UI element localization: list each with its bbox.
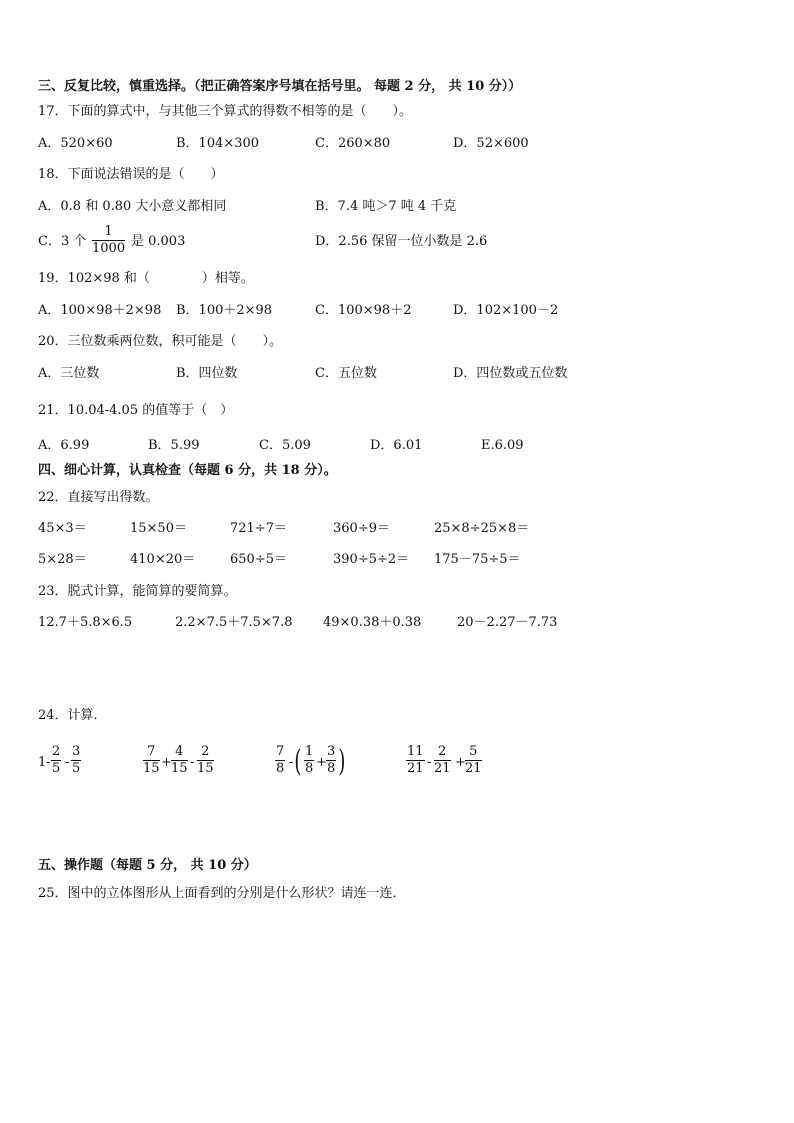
q23-item: 49×0.38＋0.38 bbox=[323, 615, 422, 630]
q17-option-a: A．520×60 bbox=[38, 136, 113, 151]
question-22-stem: 22．直接写出得数。 bbox=[38, 490, 159, 505]
fraction-numerator: 1 bbox=[305, 744, 314, 759]
section-4-heading: 四、细心计算，认真检查（每题 6 分，共 18 分）。 bbox=[38, 463, 337, 478]
fraction-numerator: 2 bbox=[197, 745, 214, 761]
q24-e1-lead: 1 bbox=[38, 755, 47, 770]
fraction-denominator: 8 bbox=[327, 761, 336, 776]
q24-e2-op2: - bbox=[190, 755, 195, 770]
q20-option-d: D．四位数或五位数 bbox=[453, 366, 568, 381]
fraction-numerator: 3 bbox=[327, 744, 336, 759]
q20-option-c: C．五位数 bbox=[315, 366, 377, 381]
q17-option-d: D．52×600 bbox=[453, 136, 529, 151]
q24-e1-fraction-1 bbox=[51, 745, 61, 776]
q22-item: 175－75÷5＝ bbox=[434, 552, 521, 567]
fraction-denominator: 5 bbox=[52, 761, 61, 776]
fraction-numerator: 2 bbox=[434, 745, 451, 761]
q24-e3-right-paren: ) bbox=[338, 744, 346, 779]
q21-option-e: E.6.09 bbox=[481, 438, 524, 453]
question-23-stem: 23．脱式计算，能简算的要简算。 bbox=[38, 584, 237, 599]
q22-item: 410×20＝ bbox=[130, 552, 196, 567]
question-19-stem: 19．102×98 和（ ）相等。 bbox=[38, 271, 254, 286]
q24-e3-left-paren: ( bbox=[294, 744, 302, 779]
q24-e1-op2: - bbox=[65, 755, 70, 770]
q18-option-b: B．7.4 吨＞7 吨 4 千克 bbox=[315, 199, 457, 214]
q18-option-a: A．0.8 和 0.80 大小意义都相同 bbox=[38, 199, 227, 214]
q22-item: 45×3＝ bbox=[38, 521, 87, 536]
q22-item: 25×8÷25×8＝ bbox=[434, 521, 530, 536]
q17-option-c: C．260×80 bbox=[315, 136, 391, 151]
q20-option-a: A．三位数 bbox=[38, 366, 100, 381]
q21-option-c: C．5.09 bbox=[259, 438, 311, 453]
q24-e2-fraction-3 bbox=[197, 745, 214, 776]
question-25-stem: 25．图中的立体图形从上面看到的分别是什么形状？请连一连． bbox=[38, 886, 406, 901]
q24-e3-op1: - bbox=[289, 755, 294, 770]
q22-item: 360÷9＝ bbox=[333, 521, 390, 536]
question-20-stem: 20．三位数乘两位数，积可能是（ ）。 bbox=[38, 334, 283, 349]
q24-e2-op1: + bbox=[161, 755, 172, 770]
section-5-heading: 五、操作题（每题 5 分， 共 10 分） bbox=[38, 858, 257, 873]
fraction-denominator: 15 bbox=[171, 761, 188, 776]
q24-e3-op2: + bbox=[316, 755, 327, 770]
section-3-heading: 三、反复比较，慎重选择。（把正确答案序号填在括号里。 每题 2 分， 共 10 分）） bbox=[38, 79, 522, 94]
q22-item: 721÷7＝ bbox=[230, 521, 287, 536]
q19-option-d: D．102×100－2 bbox=[453, 303, 559, 318]
fraction-denominator: 21 bbox=[407, 761, 424, 776]
q24-e4-fraction-2 bbox=[434, 745, 451, 776]
fraction-denominator: 21 bbox=[434, 761, 451, 776]
q24-e4-fraction-3 bbox=[465, 745, 482, 776]
q18-option-d: D．2.56 保留一位小数是 2.6 bbox=[315, 234, 488, 249]
q19-option-c: C．100×98＋2 bbox=[315, 303, 412, 318]
q22-item: 390÷5÷2＝ bbox=[333, 552, 410, 567]
q24-e4-op1: - bbox=[427, 755, 432, 770]
fraction-numerator: 2 bbox=[52, 744, 61, 759]
q24-e3-fraction-1 bbox=[275, 745, 285, 776]
q24-e1-op1: - bbox=[46, 755, 51, 770]
q22-item: 15×50＝ bbox=[130, 521, 187, 536]
fraction-denominator: 21 bbox=[465, 761, 482, 776]
question-17-stem: 17．下面的算式中，与其他三个算式的得数不相等的是（ ）。 bbox=[38, 104, 413, 119]
fraction-numerator: 3 bbox=[72, 744, 81, 759]
fraction-numerator: 4 bbox=[171, 745, 188, 761]
q18-option-c-suffix: 是 0.003 bbox=[131, 234, 186, 249]
fraction-numerator: 7 bbox=[143, 745, 160, 761]
q23-item: 2.2×7.5＋7.5×7.8 bbox=[175, 615, 293, 630]
q24-e3-fraction-2 bbox=[304, 745, 314, 776]
q21-option-a: A．6.99 bbox=[38, 438, 90, 453]
q23-item: 20－2.27－7.73 bbox=[457, 615, 558, 630]
fraction-numerator: 11 bbox=[407, 744, 424, 759]
fraction-denominator: 8 bbox=[276, 761, 285, 776]
q21-option-b: B．5.99 bbox=[148, 438, 200, 453]
q20-option-b: B．四位数 bbox=[176, 366, 238, 381]
q21-option-d: D．6.01 bbox=[370, 438, 423, 453]
fraction-denominator: 15 bbox=[143, 761, 160, 776]
q17-option-b: B．104×300 bbox=[176, 136, 260, 151]
fraction-numerator: 7 bbox=[276, 744, 285, 759]
q23-item: 12.7＋5.8×6.5 bbox=[38, 615, 133, 630]
fraction-numerator: 1 bbox=[92, 225, 125, 241]
q22-item: 5×28＝ bbox=[38, 552, 87, 567]
fraction-denominator: 8 bbox=[305, 761, 314, 776]
q24-e3-fraction-3 bbox=[326, 745, 336, 776]
q24-e4-op2: + bbox=[455, 755, 466, 770]
q18-option-c-fraction bbox=[92, 225, 125, 256]
q19-option-a: A．100×98＋2×98 bbox=[38, 303, 162, 318]
fraction-denominator: 5 bbox=[72, 761, 81, 776]
fraction-denominator: 15 bbox=[197, 761, 214, 776]
q19-option-b: B．100＋2×98 bbox=[176, 303, 273, 318]
fraction-numerator: 5 bbox=[465, 745, 482, 761]
fraction-denominator: 1000 bbox=[92, 241, 126, 256]
question-18-stem: 18．下面说法错误的是（ ） bbox=[38, 167, 224, 182]
q24-e2-fraction-2 bbox=[171, 745, 188, 776]
question-21-stem: 21．10.04-4.05 的值等于（ ） bbox=[38, 403, 234, 418]
q24-e1-fraction-2 bbox=[71, 745, 81, 776]
q18-option-c-prefix: C．3 个 bbox=[38, 234, 87, 249]
q24-e4-fraction-1 bbox=[406, 745, 425, 776]
q22-item: 650÷5＝ bbox=[230, 552, 287, 567]
q24-e2-fraction-1 bbox=[143, 745, 160, 776]
question-24-stem: 24．计算． bbox=[38, 708, 107, 723]
